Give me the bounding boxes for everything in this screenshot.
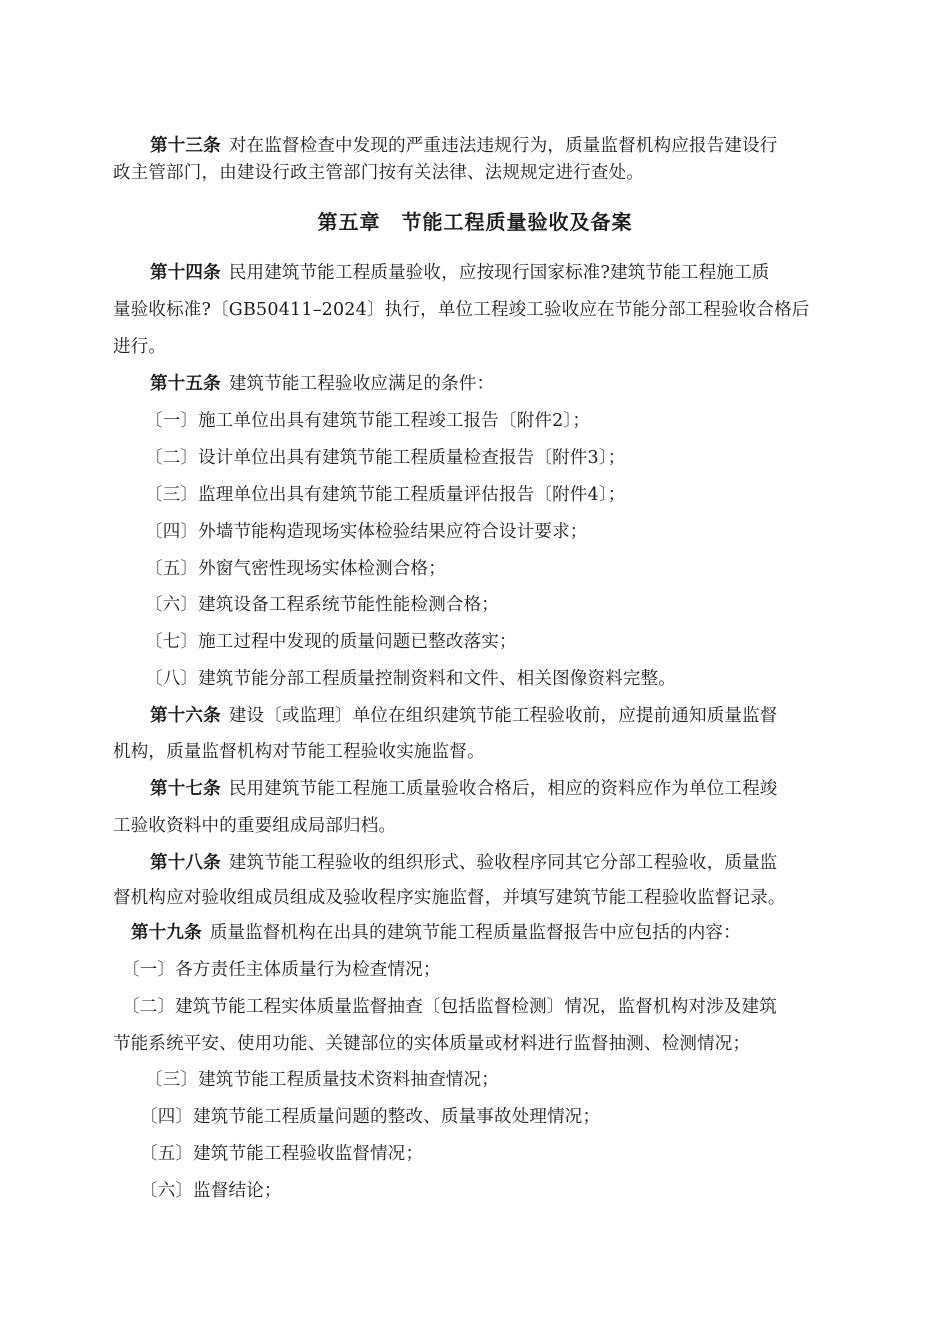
article-13-line-1 bbox=[150, 134, 778, 158]
list-item: 〔一〕施工单位出具有建筑节能工程竣工报告〔附件2〕； bbox=[145, 411, 591, 431]
article-14-line-3: 进行。 bbox=[113, 337, 167, 357]
article-18-label: 第十八条 bbox=[150, 853, 221, 873]
list-item: 〔六〕建筑设备工程系统节能性能检测合格； bbox=[145, 595, 499, 615]
list-item: 〔二〕建筑节能工程实体质量监督抽查〔包括监督检测〕情况，监督机构对涉及建筑 bbox=[122, 997, 777, 1017]
article-17-line-1 bbox=[150, 777, 778, 801]
article-15-text: 建筑节能工程验收应满足的条件： bbox=[228, 374, 495, 394]
article-14-text-1: 民用建筑节能工程质量验收，应按现行国家标准?建筑节能工程施工质 bbox=[228, 263, 770, 283]
list-item: 〔八〕建筑节能分部工程质量控制资料和文件、相关图像资料完整。 bbox=[145, 669, 676, 689]
article-18-line-2: 督机构应对验收组成员组成及验收程序实施监督，并填写建筑节能工程验收监督记录。 bbox=[113, 888, 786, 908]
article-19-text: 质量监督机构在出具的建筑节能工程质量监督报告中应包括的内容： bbox=[209, 923, 741, 943]
article-18-text-1: 建筑节能工程验收的组织形式、验收程序同其它分部工程验收，质量监 bbox=[228, 853, 778, 873]
list-item: 〔七〕施工过程中发现的质量问题已整改落实； bbox=[145, 632, 517, 652]
article-13-line-2: 政主管部门，由建设行政主管部门按有关法律、法规规定进行查处。 bbox=[113, 163, 644, 183]
list-item: 〔四〕外墙节能构造现场实体检验结果应符合设计要求； bbox=[145, 522, 588, 542]
chapter-heading: 第五章 节能工程质量验收及备案 bbox=[317, 210, 633, 234]
article-14-label: 第十四条 bbox=[150, 263, 221, 283]
list-item: 〔五〕建筑节能工程验收监督情况； bbox=[140, 1144, 424, 1164]
list-item: 〔三〕监理单位出具有建筑节能工程质量评估报告〔附件4〕； bbox=[145, 485, 626, 505]
list-item: 〔五〕外窗气密性现场实体检测合格； bbox=[145, 559, 446, 579]
article-19-label: 第十九条 bbox=[131, 923, 202, 943]
article-13-label: 第十三条 bbox=[150, 136, 221, 156]
list-item: 〔一〕各方责任主体质量行为检查情况； bbox=[122, 960, 441, 980]
article-14-line-2: 量验收标准?〔GB50411–2024〕执行，单位工程竣工验收应在节能分部工程验收合格后 bbox=[113, 300, 810, 320]
list-item: 〔四〕建筑节能工程质量问题的整改、质量事故处理情况； bbox=[140, 1107, 601, 1127]
article-16-text-1: 建设〔或监理〕单位在组织建筑节能工程验收前，应提前通知质量监督 bbox=[228, 706, 778, 726]
article-15-label: 第十五条 bbox=[150, 374, 221, 394]
list-item: 〔六〕监督结论； bbox=[140, 1181, 282, 1201]
article-17-text-1: 民用建筑节能工程施工质量验收合格后，相应的资料应作为单位工程竣 bbox=[228, 779, 778, 799]
article-17-label: 第十七条 bbox=[150, 779, 221, 799]
article-17-line-2: 工验收资料中的重要组成局部归档。 bbox=[113, 816, 397, 836]
article-18-line-1 bbox=[150, 851, 778, 875]
article-16-line-2: 机构，质量监督机构对节能工程验收实施监督。 bbox=[113, 742, 485, 762]
list-item: 〔三〕建筑节能工程质量技术资料抽查情况； bbox=[145, 1070, 499, 1090]
list-item-continuation: 节能系统平安、使用功能、关键部位的实体质量或材料进行监督抽测、检测情况； bbox=[113, 1034, 751, 1054]
article-16-line-1 bbox=[150, 704, 778, 728]
article-19-line bbox=[131, 921, 741, 945]
list-item: 〔二〕设计单位出具有建筑节能工程质量检查报告〔附件3〕； bbox=[145, 448, 626, 468]
article-16-label: 第十六条 bbox=[150, 706, 221, 726]
article-15-line bbox=[150, 372, 494, 396]
article-14-line-1 bbox=[150, 261, 769, 285]
article-13-text-1: 对在监督检查中发现的严重违法违规行为，质量监督机构应报告建设行 bbox=[228, 136, 778, 156]
